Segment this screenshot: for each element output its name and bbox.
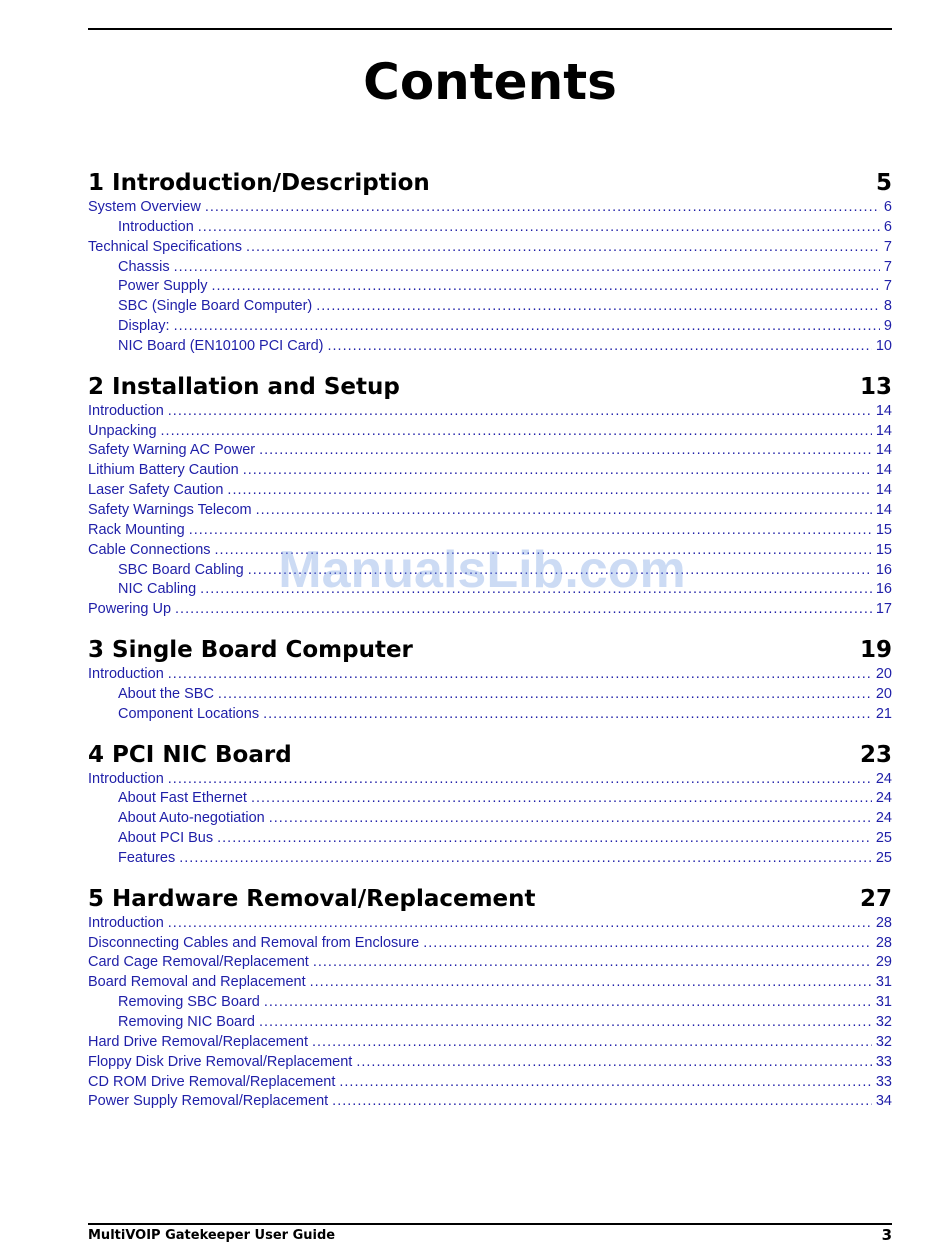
chapter-heading[interactable] (88, 884, 892, 914)
dot-leader (313, 953, 872, 973)
toc-entry-label: System Overview (88, 199, 201, 215)
toc-entry-label: Card Cage Removal/Replacement (88, 954, 309, 971)
chapter-heading[interactable] (88, 635, 892, 665)
dot-leader (356, 1053, 872, 1073)
dot-leader (316, 297, 880, 317)
dot-leader (259, 1013, 872, 1033)
toc-entry-page: 14 (875, 462, 892, 479)
toc-entry-label: Introduction (88, 666, 164, 683)
bottom-rule (88, 1223, 892, 1225)
toc-entry-page: 20 (875, 666, 892, 683)
dot-leader (328, 337, 872, 357)
dot-leader (264, 993, 872, 1013)
dot-leader (198, 218, 880, 238)
dot-leader (168, 914, 872, 934)
toc-entry-label: Unpacking (88, 422, 157, 439)
toc-entry-page: 15 (875, 521, 892, 538)
toc-entry[interactable] (88, 973, 892, 993)
table-of-contents (88, 168, 892, 1112)
toc-entry-page: 32 (875, 1014, 892, 1030)
toc-entry[interactable] (88, 402, 892, 422)
toc-entry[interactable] (88, 789, 892, 809)
toc-entry-page: 15 (875, 541, 892, 558)
toc-entry-label: About Fast Ethernet (118, 790, 247, 807)
chapter-number: 4 (88, 741, 105, 768)
dot-leader (269, 809, 872, 829)
toc-entry[interactable] (88, 1092, 892, 1112)
dot-leader (251, 789, 872, 809)
chapter-title: Single Board Computer (112, 637, 413, 664)
toc-entry-page: 8 (883, 298, 892, 315)
toc-entry-page: 6 (883, 199, 892, 215)
chapter-title: Introduction/Description (112, 170, 430, 196)
toc-entry[interactable] (88, 561, 892, 581)
toc-entry-label: Power Supply Removal/Replacement (88, 1093, 329, 1110)
dot-leader (263, 705, 872, 725)
toc-entry[interactable] (88, 809, 892, 829)
toc-chapter (88, 884, 892, 1112)
toc-entry[interactable] (88, 501, 892, 521)
toc-entry-label: Features (118, 849, 176, 866)
toc-entry[interactable] (88, 297, 892, 317)
chapter-page: 23 (859, 741, 892, 768)
dot-leader (310, 973, 872, 993)
dot-leader (246, 238, 880, 258)
toc-entry-page: 33 (875, 1053, 892, 1070)
toc-entry-page: 7 (883, 278, 892, 295)
toc-entry-page: 16 (875, 581, 892, 598)
toc-entry-page: 14 (875, 402, 892, 419)
toc-entry-label: Lithium Battery Caution (88, 462, 239, 479)
toc-entry-page: 24 (875, 810, 892, 827)
dot-leader (179, 849, 872, 869)
toc-entry-page: 28 (875, 934, 892, 951)
toc-entry-page: 31 (875, 974, 892, 991)
toc-entry[interactable] (88, 521, 892, 541)
watermark: ManualsLib.com (278, 541, 686, 599)
toc-entry-label: Introduction (88, 770, 164, 787)
toc-entry-label: Safety Warning AC Power (88, 442, 256, 459)
dot-leader (227, 481, 871, 501)
dot-leader (243, 461, 872, 481)
toc-entry[interactable] (88, 600, 892, 620)
dot-leader (339, 1073, 871, 1093)
dot-leader (200, 580, 872, 600)
toc-entry-label: Rack Mounting (88, 521, 185, 538)
toc-entry[interactable] (88, 258, 892, 278)
toc-entry[interactable] (88, 829, 892, 849)
toc-entry[interactable] (88, 277, 892, 297)
chapter-number: 1 (88, 170, 105, 196)
dot-leader (174, 258, 880, 278)
toc-entry-label: CD ROM Drive Removal/Replacement (88, 1073, 336, 1090)
dot-leader (174, 317, 880, 337)
toc-entry-page: 17 (875, 601, 892, 618)
toc-entry[interactable] (88, 441, 892, 461)
toc-entry-label: SBC (Single Board Computer) (118, 298, 313, 315)
toc-entry[interactable] (88, 993, 892, 1013)
toc-entry-label: About the SBC (118, 685, 214, 702)
toc-entry[interactable] (88, 770, 892, 790)
toc-entry-page: 28 (875, 914, 892, 931)
toc-entry-label: NIC Board (EN10100 PCI Card) (118, 337, 324, 354)
toc-entry-page: 7 (883, 238, 892, 255)
toc-entry-label: Chassis (118, 258, 170, 275)
toc-entry-page: 34 (875, 1093, 892, 1110)
toc-entry-page: 14 (875, 442, 892, 459)
chapter-title: Hardware Removal/Replacement (112, 885, 536, 912)
toc-entry-page: 21 (875, 705, 892, 722)
toc-entry-label: Power Supply (118, 278, 208, 295)
dot-leader (161, 422, 872, 442)
toc-entry-label: Component Locations (118, 705, 260, 722)
toc-entry[interactable] (88, 218, 892, 238)
toc-entry-page: 7 (883, 258, 892, 275)
toc-entry[interactable] (88, 1013, 892, 1033)
toc-entry-label: Board Removal and Replacement (88, 974, 306, 991)
toc-entry-label: Hard Drive Removal/Replacement (88, 1033, 308, 1050)
chapter-number: 3 (88, 637, 105, 664)
toc-entry[interactable] (88, 849, 892, 869)
toc-entry-page: 9 (883, 318, 892, 335)
chapter-title: Installation and Setup (112, 373, 400, 400)
dot-leader (205, 198, 880, 218)
dot-leader (218, 685, 872, 705)
toc-entry[interactable] (88, 238, 892, 258)
footer-page-number: 3 (881, 1226, 892, 1244)
toc-entry[interactable] (88, 934, 892, 954)
toc-entry-label: Floppy Disk Drive Removal/Replacement (88, 1053, 353, 1070)
toc-entry-label: SBC Board Cabling (118, 561, 244, 578)
toc-entry-label: Powering Up (88, 601, 172, 618)
chapter-number: 5 (88, 885, 105, 912)
toc-entry-label: Laser Safety Caution (88, 482, 224, 499)
toc-entry-label: Introduction (88, 914, 164, 931)
toc-entry-label: Display: (118, 318, 170, 335)
toc-entry[interactable] (88, 1033, 892, 1053)
toc-chapter (88, 635, 892, 725)
toc-chapter (88, 740, 892, 869)
toc-entry-page: 10 (875, 337, 892, 354)
toc-entry-page: 31 (875, 994, 892, 1011)
toc-entry[interactable] (88, 1053, 892, 1073)
dot-leader (189, 521, 872, 541)
toc-entry-label: NIC Cabling (118, 581, 197, 598)
toc-entry-label: Safety Warnings Telecom (88, 501, 252, 518)
toc-entry[interactable] (88, 580, 892, 600)
toc-entry-page: 25 (875, 849, 892, 866)
toc-entry-label: Technical Specifications (88, 238, 242, 255)
dot-leader (256, 501, 872, 521)
toc-entry[interactable] (88, 317, 892, 337)
toc-entry[interactable] (88, 914, 892, 934)
toc-entry-page: 20 (875, 685, 892, 702)
toc-entry-label: About PCI Bus (118, 830, 214, 847)
dot-leader (175, 600, 872, 620)
dot-leader (332, 1092, 872, 1112)
chapter-heading[interactable] (88, 168, 892, 198)
dot-leader (248, 561, 872, 581)
dot-leader (211, 277, 879, 297)
toc-entry-page: 29 (875, 954, 892, 971)
chapter-page: 27 (859, 885, 892, 912)
chapter-number: 2 (88, 373, 105, 400)
dot-leader (168, 770, 872, 790)
toc-entry[interactable] (88, 461, 892, 481)
chapter-title: PCI NIC Board (112, 741, 292, 768)
toc-entry-page: 14 (875, 501, 892, 518)
toc-entry-page: 24 (875, 790, 892, 807)
toc-entry[interactable] (88, 198, 892, 218)
top-rule (88, 28, 892, 30)
footer-doc-title: MultiVOIP Gatekeeper User Guide (88, 1228, 336, 1243)
toc-entry-page: 6 (883, 218, 892, 235)
dot-leader (312, 1033, 872, 1053)
toc-entry[interactable] (88, 953, 892, 973)
page-title: Contents (363, 53, 617, 111)
toc-entry[interactable] (88, 1073, 892, 1093)
toc-entry-page: 14 (875, 422, 892, 439)
toc-entry-label: Introduction (118, 218, 194, 235)
toc-entry-label: Introduction (88, 402, 164, 419)
toc-entry[interactable] (88, 422, 892, 442)
dot-leader (423, 934, 872, 954)
toc-entry-page: 16 (875, 561, 892, 578)
toc-entry-page: 24 (875, 770, 892, 787)
toc-entry-label: Disconnecting Cables and Removal from Enclosure (88, 934, 420, 951)
chapter-page: 13 (859, 373, 892, 400)
toc-entry[interactable] (88, 541, 892, 561)
toc-entry-page: 25 (875, 830, 892, 847)
chapter-heading[interactable] (88, 372, 892, 402)
toc-entry-page: 33 (875, 1073, 892, 1090)
dot-leader (217, 829, 872, 849)
dot-leader (168, 402, 872, 422)
dot-leader (215, 541, 872, 561)
dot-leader (168, 665, 872, 685)
toc-chapter (88, 372, 892, 620)
toc-entry-page: 32 (875, 1033, 892, 1050)
toc-entry[interactable] (88, 665, 892, 685)
toc-entry-label: About Auto-negotiation (118, 810, 265, 827)
toc-entry[interactable] (88, 337, 892, 357)
dot-leader (259, 441, 872, 461)
toc-entry-label: Removing SBC Board (118, 994, 260, 1011)
chapter-heading[interactable] (88, 740, 892, 770)
toc-chapter (88, 168, 892, 357)
toc-entry[interactable] (88, 705, 892, 725)
toc-entry-label: Cable Connections (88, 541, 211, 558)
chapter-page: 19 (859, 637, 892, 664)
toc-entry[interactable] (88, 481, 892, 501)
toc-entry[interactable] (88, 685, 892, 705)
toc-entry-page: 14 (875, 482, 892, 499)
toc-entry-label: Removing NIC Board (118, 1014, 255, 1030)
chapter-page: 5 (875, 170, 892, 196)
